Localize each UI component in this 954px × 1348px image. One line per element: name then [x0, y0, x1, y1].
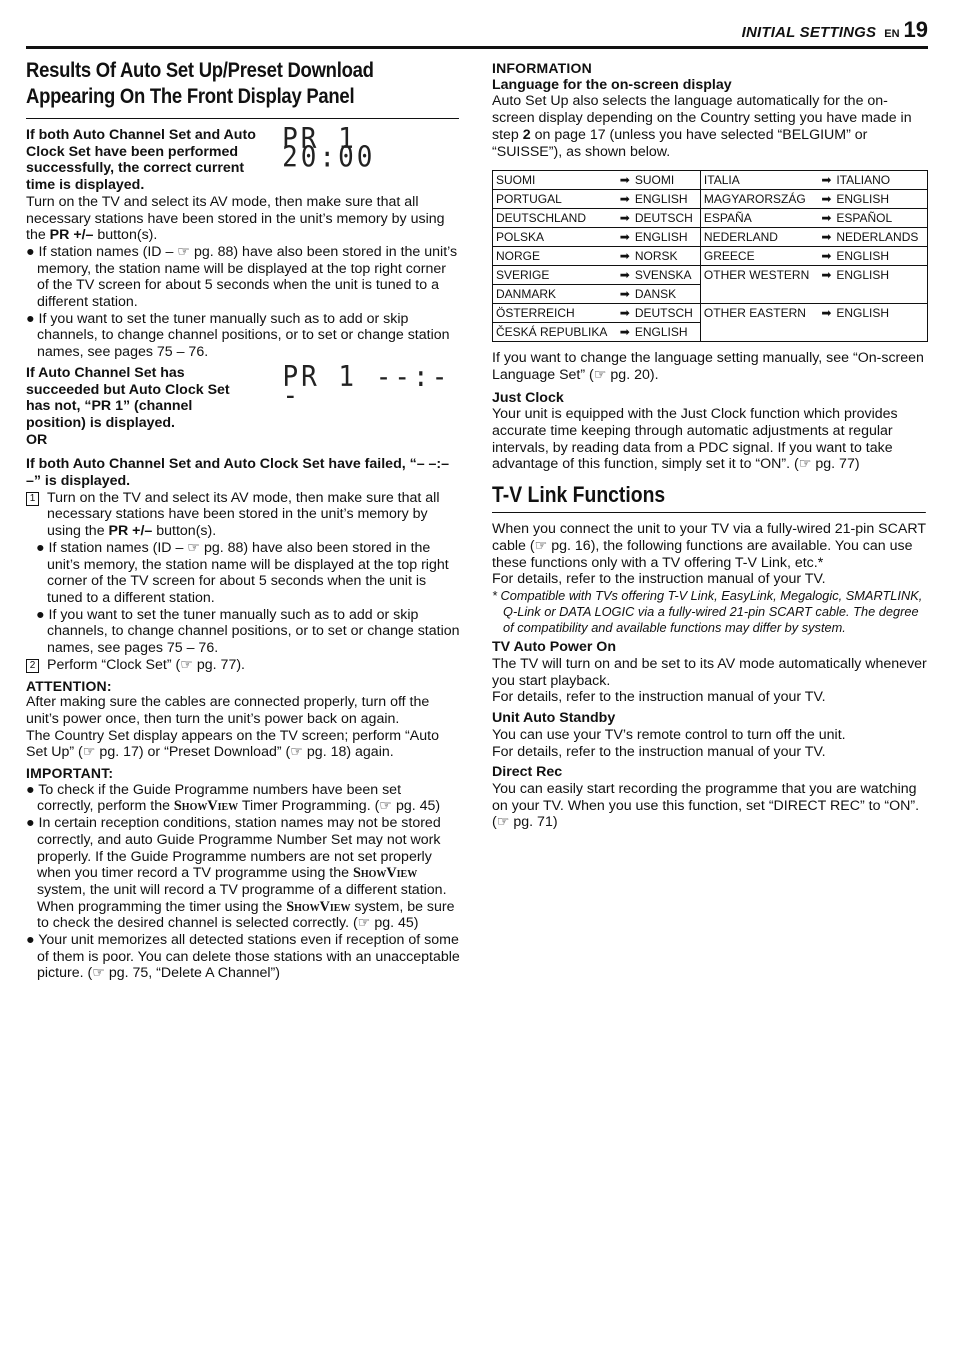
tv-link-text-1: When you connect the unit to your TV via a fully-wired 21-pin SCART cable (☞ pg. 16), the following functions are available. You can use these functions only with a TV offering T-V Link, etc.* — [492, 521, 926, 571]
just-clock-text: Your unit is equipped with the Just Clock function which provides accurate time keeping through automatic adjustments at regular intervals, by reading data from a PDC signal. If you want to take advantage of this function, simply set it to “ON”. (☞ pg. 77) — [492, 406, 898, 473]
important-bullet-2 — [26, 815, 461, 932]
language-cell: ENGLISH — [632, 228, 701, 247]
country-cell: DEUTSCHLAND — [493, 209, 618, 228]
arrow-icon: ➡ — [819, 228, 833, 247]
country-cell: POLSKA — [493, 228, 618, 247]
case2-heading-c: ” (channel position) is displayed. — [26, 398, 193, 431]
step-2-number: 2 — [26, 659, 39, 673]
showview-logo: ShowView — [286, 898, 351, 915]
power-on-text-2: For details, refer to the instruction manual of your TV. — [492, 689, 826, 706]
display-time: PR 1 20:00 — [282, 122, 376, 174]
country-cell: SUOMI — [493, 171, 618, 190]
display-no-clock: PR 1 --:-- — [282, 360, 451, 412]
case1-heading: If both Auto Channel Set and Auto Clock Set have been performed successfully, the correct current time is displayed. — [26, 127, 256, 194]
imp2-text-b: system, the unit will record a TV programme of a different station. When programming the timer using the — [37, 881, 447, 915]
power-on-text-1: The TV will turn on and be set to its AV mode automatically whenever you start playback. — [492, 656, 927, 689]
arrow-icon: ➡ — [618, 247, 632, 266]
language-manual-note: If you want to change the language setting manually, see “On-screen Language Set” (☞ pg. 20). — [492, 350, 924, 383]
country-cell: MAGYARORSZÁG — [700, 190, 819, 209]
language-cell: SUOMI — [632, 171, 701, 190]
imp2-text-a: ● In certain reception conditions, station names may not be stored correctly, and auto Guide Programme Number Set may not work properly. If the Guide Programme numbers are not set properly when you timer record a TV programme using the — [26, 815, 441, 882]
attention-text-2: The Country Set display appears on the TV screen; perform “Auto Set Up” (☞ pg. 17) or “Preset Download” (☞ pg. 18) again. — [26, 727, 439, 761]
arrow-icon: ➡ — [618, 266, 632, 285]
arrow-icon: ➡ — [819, 209, 833, 228]
step-2-text: Perform “Clock Set” (☞ pg. 77). — [47, 656, 245, 673]
arrow-icon: ➡ — [819, 304, 833, 342]
information-label: INFORMATION — [492, 60, 592, 76]
case1-body-end: button(s). — [93, 227, 158, 244]
arrow-icon: ➡ — [819, 171, 833, 190]
important-label: IMPORTANT: — [26, 765, 114, 782]
tv-link-footnote: * Compatible with TVs offering T-V Link, EasyLink, Megalogic, SMARTLINK, Q-Link or DATA LOGIC via a fully-wired 21-pin SCART cable. The degree of compatibility and available functions may differ by system. — [492, 587, 923, 635]
language-cell: NEDERLANDS — [833, 228, 927, 247]
table-row — [493, 228, 928, 247]
country-cell: ITALIA — [700, 171, 819, 190]
country-cell: NEDERLAND — [700, 228, 819, 247]
country-cell: SVERIGE — [493, 266, 618, 285]
important-bullet-1 — [26, 782, 461, 815]
header-rule — [26, 46, 928, 49]
country-cell: NORGE — [493, 247, 618, 266]
language-body-a: Auto Set Up also selects the language automatically for the on-screen display depending on the Country setting you have made in step — [492, 93, 912, 143]
step-1-text — [47, 490, 461, 540]
table-row — [493, 209, 928, 228]
arrow-icon: ➡ — [618, 228, 632, 247]
country-cell: PORTUGAL — [493, 190, 618, 209]
language-cell: ENGLISH — [632, 323, 701, 342]
page-number: 19 — [903, 17, 928, 42]
case2-heading — [26, 365, 238, 432]
standby-heading: Unit Auto Standby — [492, 710, 616, 727]
arrow-icon: ➡ — [819, 266, 833, 304]
case1-body-text: Turn on the TV and select its AV mode, then make sure that all necessary stations have been stored in the unit’s memory by using the — [26, 193, 445, 244]
case2-block — [26, 360, 461, 432]
imp2-text-c: system, be sure to check the desired channel is selected correctly. (☞ pg. 45) — [37, 898, 455, 932]
table-row — [493, 171, 928, 190]
showview-logo: ShowView — [352, 865, 418, 882]
direct-rec-heading: Direct Rec — [492, 764, 563, 781]
step-1-bullet-2: ● If you want to set the tuner manually such as to add or skip channels, to change channel positions, or to set or change station names, see pages 75 – 76. — [36, 606, 460, 657]
just-clock-heading: Just Clock — [492, 389, 564, 406]
step-1-button-ref: PR +/– — [108, 523, 153, 540]
standby-text-1: You can use your TV’s remote control to turn off the unit. — [492, 726, 846, 743]
imp1-text-a: ● To check if the Guide Programme numbers have been set correctly, perform the — [26, 781, 402, 815]
table-row — [493, 266, 928, 285]
country-cell: ESPAÑA — [700, 209, 819, 228]
case1-bullet-2: ● If you want to set the tuner manually such as to add or skip channels, to change channel positions, or to set or change station names, see pages 75 – 76. — [26, 310, 450, 361]
table-row — [493, 190, 928, 209]
language-cell: ENGLISH — [833, 304, 927, 342]
language-cell: SVENSKA — [632, 266, 701, 285]
section-name: INITIAL SETTINGS — [741, 24, 877, 41]
language-body — [492, 93, 928, 160]
arrow-icon: ➡ — [819, 247, 833, 266]
country-cell: DANMARK — [493, 285, 618, 304]
language-cell: ENGLISH — [833, 266, 927, 304]
or-label: OR — [26, 431, 48, 448]
arrow-icon: ➡ — [618, 285, 632, 304]
arrow-icon: ➡ — [618, 171, 632, 190]
language-cell: ENGLISH — [833, 247, 927, 266]
language-cell: ESPAÑOL — [833, 209, 927, 228]
step-2 — [26, 657, 461, 674]
language-cell: ENGLISH — [833, 190, 927, 209]
attention-label: ATTENTION: — [26, 677, 112, 694]
power-on-heading: TV Auto Power On — [492, 639, 617, 656]
direct-rec-text: You can easily start recording the programme that you are watching on your TV. When you use this function, set “DIRECT REC” to “ON”. (☞ pg. 71) — [492, 780, 920, 831]
language-cell: ITALIANO — [833, 171, 927, 190]
case1-block — [26, 122, 461, 194]
tv-link-title: T-V Link Functions — [492, 481, 926, 513]
language-cell: DEUTSCH — [632, 304, 701, 323]
step-ref: 2 — [522, 126, 531, 143]
arrow-icon: ➡ — [618, 323, 632, 342]
step-1-text-a: Turn on the TV and select its AV mode, then make sure that all necessary stations have been stored in the unit’s memory by using the — [47, 489, 440, 540]
country-cell: GREECE — [700, 247, 819, 266]
country-cell: ÖSTERREICH — [493, 304, 618, 323]
language-heading: Language for the on-screen display — [492, 76, 732, 93]
language-cell: ENGLISH — [632, 190, 701, 209]
showview-logo: ShowView — [173, 798, 239, 815]
language-cell: DEUTSCH — [632, 209, 701, 228]
step-1-number: 1 — [26, 492, 39, 506]
country-cell: OTHER WESTERN — [700, 266, 819, 304]
arrow-icon: ➡ — [618, 190, 632, 209]
language-table — [492, 170, 928, 342]
imp1-text-b: Timer Programming. (☞ pg. 45) — [238, 798, 441, 815]
attention-text-1: After making sure the cables are connected properly, turn off the unit’s power once, then turn the unit’s power back on again. — [26, 694, 430, 727]
arrow-icon: ➡ — [618, 209, 632, 228]
right-column — [492, 56, 928, 831]
page-header — [741, 17, 928, 43]
section-title: Results Of Auto Set Up/Preset Download Appearing On The Front Display Panel — [26, 58, 459, 119]
case1-bullet-1: ● If station names (ID – ☞ pg. 88) have also been stored in the unit’s memory, the station name will be displayed at the top right corner of the TV screen for about 5 seconds when the unit is tuned to a different station. — [26, 243, 458, 311]
left-column — [26, 56, 461, 982]
country-cell: OTHER EASTERN — [700, 304, 819, 342]
standby-text-2: For details, refer to the instruction manual of your TV. — [492, 743, 826, 760]
step-1-text-b: button(s). — [152, 523, 217, 540]
case1-body — [26, 194, 461, 244]
language-code: EN — [884, 28, 900, 40]
table-row — [493, 247, 928, 266]
case2-heading-a: If Auto Channel Set has succeeded but Auto Clock Set has not, “ — [26, 364, 230, 415]
important-bullet-3: ● Your unit memorizes all detected stations even if reception of some of them is poor. You can delete those stations with an unacceptable picture. (☞ pg. 75, “Delete A Channel”) — [26, 932, 460, 982]
arrow-icon: ➡ — [819, 190, 833, 209]
language-body-b: on page 17 (unless you have selected “BELGIUM” or “SUISSE”), as shown below. — [492, 126, 868, 160]
case3-heading: If both Auto Channel Set and Auto Clock Set have failed, “– –:– –” is displayed. — [26, 456, 450, 490]
language-cell: DANSK — [632, 285, 701, 304]
arrow-icon: ➡ — [618, 304, 632, 323]
table-row — [493, 304, 928, 323]
case2-heading-b: PR 1 — [91, 398, 123, 415]
step-1 — [26, 490, 461, 540]
step-1-bullet-1: ● If station names (ID – ☞ pg. 88) have also been stored in the unit’s memory, the station name will be displayed at the top right corner of the TV screen for about 5 seconds when the unit is tuned to a different station. — [36, 539, 449, 606]
language-cell: NORSK — [632, 247, 701, 266]
country-cell: ČESKÁ REPUBLIKA — [493, 323, 618, 342]
pr-button-ref: PR +/– — [49, 227, 94, 244]
tv-link-text-2: For details, refer to the instruction manual of your TV. — [492, 571, 826, 588]
